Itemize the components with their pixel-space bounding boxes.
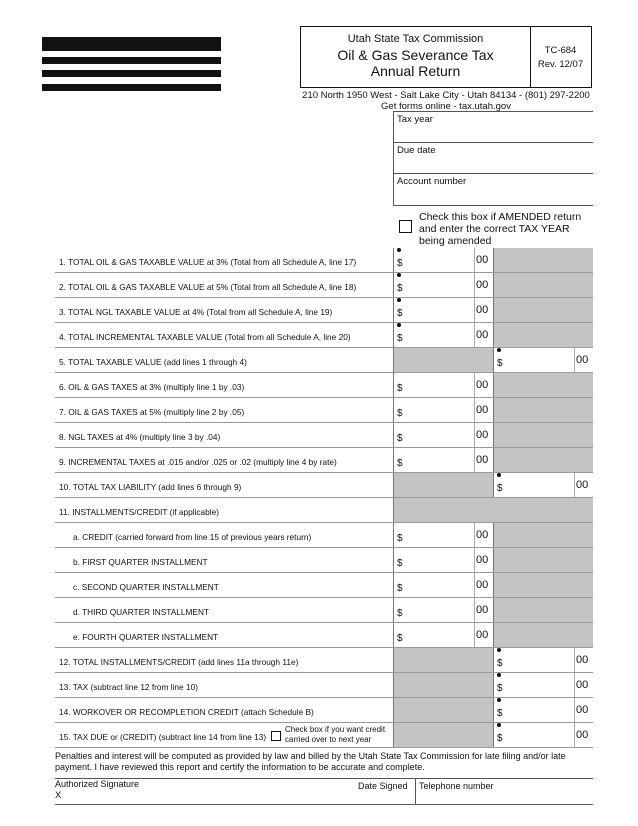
- title-divider: [530, 27, 531, 87]
- required-bullet-icon: [497, 723, 501, 727]
- line-14-c1-cell[interactable]: [393, 573, 493, 597]
- cents-divider: [574, 473, 575, 497]
- tax-line-9: [55, 448, 593, 473]
- line-19-c2-cell[interactable]: [493, 698, 593, 722]
- amended-instructions: [419, 211, 594, 247]
- dollar-sign: $: [497, 708, 503, 719]
- tax-year-label: Tax year: [397, 114, 433, 125]
- cents-divider: [474, 523, 475, 547]
- line-3-c2-cell: [493, 298, 593, 322]
- dollar-sign: $: [397, 258, 403, 269]
- cents-value: 00: [476, 629, 489, 641]
- address-line: 210 North 1950 West - Salt Lake City - Utah 84134 - (801) 297-2200: [302, 90, 590, 101]
- tax-line-5: [55, 348, 593, 373]
- dollar-sign: $: [397, 533, 403, 544]
- cents-divider: [474, 248, 475, 272]
- date-signed-label: Date Signed: [358, 781, 408, 791]
- line-8-c1-cell[interactable]: [393, 423, 493, 447]
- dollar-sign: $: [397, 283, 403, 294]
- penalty-line1: Penalties and interest will be computed as provided by law and billed by the Utah State Tax Commission for late filing and/or late: [55, 751, 566, 761]
- agency-address: [300, 90, 592, 112]
- line-7-label: 7. OIL & GAS TAXES at 5% (multiply line 2 by .05): [59, 407, 245, 417]
- dollar-sign: $: [497, 658, 503, 669]
- required-bullet-icon: [397, 273, 401, 277]
- line-20-c2-cell[interactable]: [493, 723, 593, 747]
- line-3-c1-cell[interactable]: [393, 298, 493, 322]
- line-3-label: 3. TOTAL NGL TAXABLE VALUE at 4% (Total from all Schedule A, line 19): [59, 307, 333, 317]
- due-date-field[interactable]: [393, 143, 593, 174]
- line-7-c1-cell[interactable]: [393, 398, 493, 422]
- cents-divider: [474, 298, 475, 322]
- cents-divider: [574, 348, 575, 372]
- required-bullet-icon: [497, 648, 501, 652]
- line-15-label: d. THIRD QUARTER INSTALLMENT: [73, 607, 209, 617]
- line-8-c2-cell: [493, 423, 593, 447]
- tax-line-15: [55, 598, 593, 623]
- cents-value: 00: [576, 479, 589, 491]
- form-bar-3: [42, 70, 221, 77]
- line-1-label: 1. TOTAL OIL & GAS TAXABLE VALUE at 3% (Total from all Schedule A, line 17): [59, 257, 357, 267]
- line-5-c1-cell: [393, 348, 493, 372]
- cents-value: 00: [476, 579, 489, 591]
- line-14-label: c. SECOND QUARTER INSTALLMENT: [73, 582, 219, 592]
- penalty-statement: [55, 751, 593, 773]
- line-12-c1-cell[interactable]: [393, 523, 493, 547]
- dollar-sign: $: [497, 683, 503, 694]
- dollar-sign: $: [397, 383, 403, 394]
- line-19-c1-cell: [393, 698, 493, 722]
- cents-divider: [574, 648, 575, 672]
- line-11-label: 11. INSTALLMENTS/CREDIT (if applicable): [59, 507, 219, 517]
- cents-value: 00: [576, 679, 589, 691]
- cents-value: 00: [476, 404, 489, 416]
- line-9-label: 9. INCREMENTAL TAXES at .015 and/or .025 or .02 (multiply line 4 by rate): [59, 457, 337, 467]
- form-bar-2: [42, 57, 221, 64]
- line-11-shaded-cell: [393, 498, 593, 522]
- line-20-label: 15. TAX DUE or (CREDIT) (subtract line 14 from line 13): [59, 732, 267, 742]
- telephone-label: Telephone number: [419, 781, 494, 791]
- dollar-sign: $: [397, 633, 403, 644]
- required-bullet-icon: [397, 248, 401, 252]
- line-4-c2-cell: [493, 323, 593, 347]
- line-19-label: 14. WORKOVER OR RECOMPLETION CREDIT (attach Schedule B): [59, 707, 314, 717]
- signature-section: [55, 778, 593, 805]
- line-12-label: a. CREDIT (carried forward from line 15 of previous years return): [73, 532, 312, 542]
- line-16-label: e. FOURTH QUARTER INSTALLMENT: [73, 632, 219, 642]
- line-13-c1-cell[interactable]: [393, 548, 493, 572]
- line-8-label: 8. NGL TAXES at 4% (multiply line 3 by .04): [59, 432, 221, 442]
- carry-over-note-line1: Check box if you want credit: [285, 725, 386, 734]
- cents-value: 00: [476, 604, 489, 616]
- line-17-c1-cell: [393, 648, 493, 672]
- line-2-label: 2. TOTAL OIL & GAS TAXABLE VALUE at 5% (Total from all Schedule A, line 18): [59, 282, 357, 292]
- line-17-c2-cell[interactable]: [493, 648, 593, 672]
- line-5-c2-cell[interactable]: [493, 348, 593, 372]
- cents-value: 00: [576, 354, 589, 366]
- cents-divider: [474, 423, 475, 447]
- line-16-c1-cell[interactable]: [393, 623, 493, 647]
- dollar-sign: $: [397, 583, 403, 594]
- penalty-line2: payment. I have reviewed this report and certify the information to be accurate and complete.: [55, 762, 425, 772]
- signature-field[interactable]: X: [55, 790, 62, 801]
- line-6-label: 6. OIL & GAS TAXES at 3% (multiply line 1 by .03): [59, 382, 245, 392]
- carry-over-note: [285, 725, 385, 745]
- form-bar-1: [42, 37, 221, 51]
- line-1-c2-cell: [493, 248, 593, 272]
- dollar-sign: $: [397, 458, 403, 469]
- carry-over-credit-checkbox[interactable]: [271, 731, 281, 741]
- cents-divider: [474, 373, 475, 397]
- line-16-c2-cell: [493, 623, 593, 647]
- line-10-label: 10. TOTAL TAX LIABILITY (add lines 6 through 9): [59, 482, 242, 492]
- account-number-label: Account number: [397, 176, 467, 187]
- line-13-label: b. FIRST QUARTER INSTALLMENT: [73, 557, 208, 567]
- agency-name: Utah State Tax Commission: [347, 33, 484, 45]
- tax-line-10: [55, 473, 593, 498]
- line-13-c2-cell: [493, 548, 593, 572]
- cents-divider: [574, 723, 575, 747]
- line-18-label: 13. TAX (subtract line 12 from line 10): [59, 682, 198, 692]
- dollar-sign: $: [397, 558, 403, 569]
- line-15-c1-cell[interactable]: [393, 598, 493, 622]
- line-15-c2-cell: [493, 598, 593, 622]
- amended-line1: Check this box if AMENDED return: [419, 211, 582, 223]
- required-bullet-icon: [497, 698, 501, 702]
- tax-line-12: [55, 523, 593, 548]
- dollar-sign: $: [397, 308, 403, 319]
- cents-value: 00: [476, 454, 489, 466]
- line-7-c2-cell: [493, 398, 593, 422]
- cents-divider: [474, 598, 475, 622]
- amended-checkbox[interactable]: [399, 220, 412, 233]
- signature-label: Authorized Signature: [55, 779, 140, 789]
- dollar-sign: $: [497, 358, 503, 369]
- dollar-sign: $: [397, 408, 403, 419]
- dollar-sign: $: [397, 433, 403, 444]
- line-12-c2-cell: [493, 523, 593, 547]
- tax-line-11: [55, 498, 593, 523]
- tax-line-8: [55, 423, 593, 448]
- tax-line-4: [55, 323, 593, 348]
- account-number-field[interactable]: [393, 174, 593, 206]
- dollar-sign: $: [497, 733, 503, 744]
- cents-divider: [474, 573, 475, 597]
- form-title-line1: Oil & Gas Severance Tax: [337, 47, 494, 63]
- cents-divider: [574, 673, 575, 697]
- line-2-c1-cell[interactable]: [393, 273, 493, 297]
- dollar-sign: $: [397, 333, 403, 344]
- tax-line-17: [55, 648, 593, 673]
- tax-line-3: [55, 298, 593, 323]
- line-1-c1-cell[interactable]: [393, 248, 493, 272]
- cents-value: 00: [576, 729, 589, 741]
- tax-line-1: [55, 248, 593, 273]
- line-14-c2-cell: [493, 573, 593, 597]
- form-bar-4: [42, 84, 221, 91]
- line-5-label: 5. TOTAL TAXABLE VALUE (add lines 1 through 4): [59, 357, 247, 367]
- cents-value: 00: [476, 279, 489, 291]
- carry-over-note-line2: carried over to next year: [285, 735, 372, 744]
- line-10-c2-cell[interactable]: [493, 473, 593, 497]
- line-17-label: 12. TOTAL INSTALLMENTS/CREDIT (add lines 11a through 11e): [59, 657, 299, 667]
- required-bullet-icon: [497, 348, 501, 352]
- form-id: TC-684: [544, 45, 577, 56]
- line-6-c2-cell: [493, 373, 593, 397]
- tax-line-16: [55, 623, 593, 648]
- line-18-c1-cell: [393, 673, 493, 697]
- line-20-c1-cell: [393, 723, 493, 747]
- cents-divider: [474, 273, 475, 297]
- cents-value: 00: [476, 254, 489, 266]
- tax-line-13: [55, 548, 593, 573]
- form-title-line2: Annual Return: [370, 63, 461, 79]
- cents-value: 00: [476, 304, 489, 316]
- cents-divider: [474, 448, 475, 472]
- cents-divider: [474, 323, 475, 347]
- tax-line-2: [55, 273, 593, 298]
- tax-line-18: [55, 673, 593, 698]
- tax-line-14: [55, 573, 593, 598]
- line-6-c1-cell[interactable]: [393, 373, 493, 397]
- signature-bottom-rule: [55, 804, 593, 805]
- cents-divider: [474, 623, 475, 647]
- cents-value: 00: [476, 379, 489, 391]
- required-bullet-icon: [497, 673, 501, 677]
- line-2-c2-cell: [493, 273, 593, 297]
- cents-value: 00: [576, 704, 589, 716]
- form-title: [301, 47, 530, 79]
- dollar-sign: $: [397, 608, 403, 619]
- due-date-label: Due date: [397, 145, 436, 156]
- tax-line-19: [55, 698, 593, 723]
- line-9-c2-cell: [493, 448, 593, 472]
- amended-line3: being amended: [419, 235, 492, 247]
- line-10-c1-cell: [393, 473, 493, 497]
- form-revision: Rev. 12/07: [537, 59, 584, 70]
- line-4-c1-cell[interactable]: [393, 323, 493, 347]
- required-bullet-icon: [497, 473, 501, 477]
- form-title-box: [300, 26, 592, 88]
- line-18-c2-cell[interactable]: [493, 673, 593, 697]
- cents-value: 00: [476, 429, 489, 441]
- tax-line-7: [55, 398, 593, 423]
- cents-value: 00: [476, 529, 489, 541]
- website-line: Get forms online - tax.utah.gov: [381, 101, 511, 112]
- dollar-sign: $: [497, 483, 503, 494]
- cents-value: 00: [476, 329, 489, 341]
- cents-value: 00: [576, 654, 589, 666]
- tax-line-6: [55, 373, 593, 398]
- telephone-field[interactable]: [415, 779, 494, 805]
- required-bullet-icon: [397, 323, 401, 327]
- cents-divider: [474, 548, 475, 572]
- line-9-c1-cell[interactable]: [393, 448, 493, 472]
- line-4-label: 4. TOTAL INCREMENTAL TAXABLE VALUE (Total from all Schedule A, line 20): [59, 332, 351, 342]
- tax-year-field[interactable]: [393, 111, 593, 143]
- cents-divider: [474, 398, 475, 422]
- tax-line-20: [55, 723, 593, 748]
- required-bullet-icon: [397, 298, 401, 302]
- cents-divider: [574, 698, 575, 722]
- cents-value: 00: [476, 554, 489, 566]
- amended-line2: and enter the correct TAX YEAR: [419, 223, 570, 235]
